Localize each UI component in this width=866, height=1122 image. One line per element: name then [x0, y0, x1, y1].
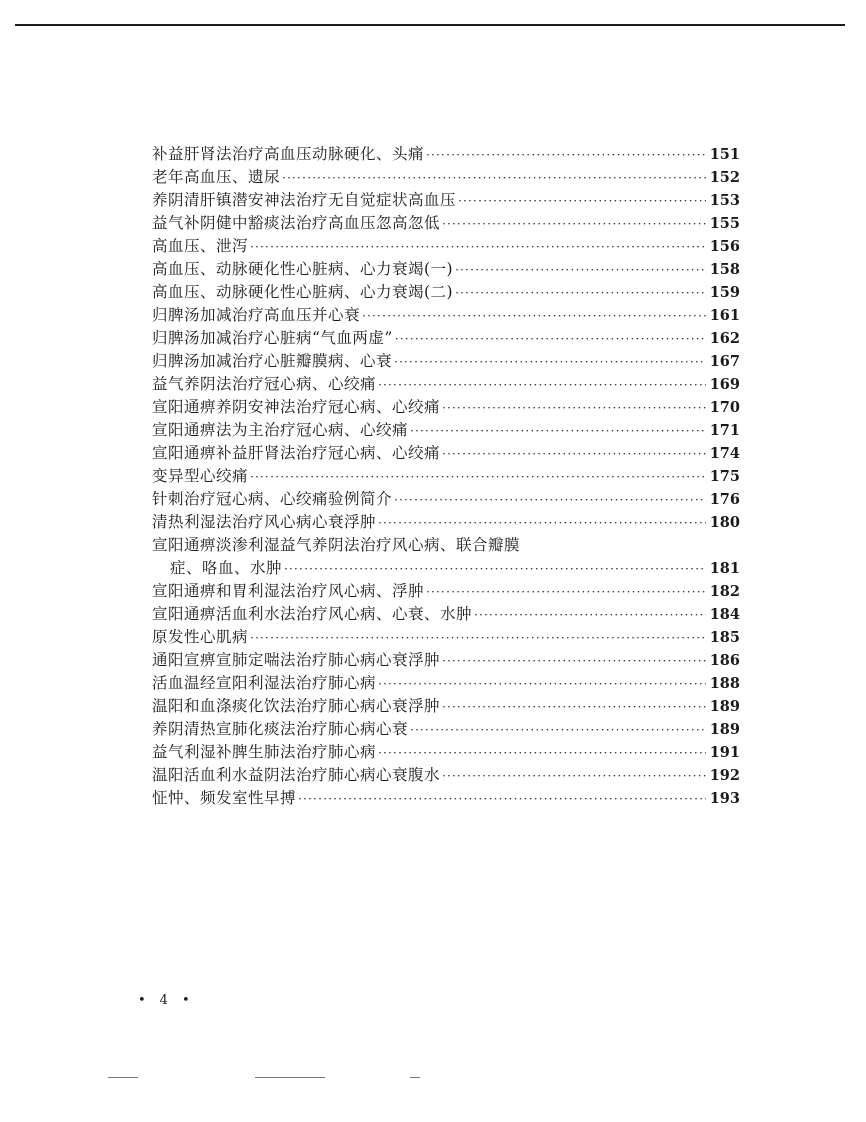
dot-leader: [250, 627, 706, 650]
dot-leader: [410, 719, 706, 742]
toc-entry-continuation: [152, 557, 740, 580]
dot-leader: [442, 650, 706, 673]
dot-leader: [250, 466, 706, 489]
toc-entry-page: 167: [709, 353, 740, 370]
toc-entry-page: 189: [709, 721, 740, 738]
toc-entry-page: 189: [709, 698, 740, 715]
dot-leader: [378, 673, 706, 696]
dot-leader: [394, 489, 706, 512]
toc-entry-title: 归脾汤加减治疗心脏病“气血两虚”: [152, 329, 393, 347]
dot-leader: [474, 604, 706, 627]
dot-leader: [282, 167, 706, 190]
toc-entry-page: 152: [709, 169, 740, 186]
toc-entry-page: 191: [709, 744, 740, 761]
toc-entry-title: 宣阳通痹和胃利湿法治疗风心病、浮肿: [152, 582, 425, 600]
dot-leader: [455, 282, 706, 305]
toc-entry-title: 症、咯血、水肿: [170, 559, 283, 577]
toc-entry-page: 156: [709, 238, 740, 255]
toc-entry-title: 宣阳通痹淡渗利湿益气养阴法治疗风心病、联合瓣膜: [152, 536, 521, 554]
toc-entry: [152, 212, 740, 235]
toc-entry: [152, 488, 740, 511]
bullet-icon: •: [181, 993, 190, 1008]
toc-entry: [152, 166, 740, 189]
toc-entry-title: 益气养阴法治疗冠心病、心绞痛: [152, 375, 377, 393]
dot-leader: [410, 420, 706, 443]
toc-entry: [152, 764, 740, 787]
toc-entry-title: 养阴清肝镇潜安神法治疗无自觉症状高血压: [152, 191, 457, 209]
dot-leader: [442, 443, 706, 466]
toc-entry: [152, 718, 740, 741]
toc-entry: [152, 511, 740, 534]
toc-entry-title: 通阳宣痹宣肺定喘法治疗肺心病心衰浮肿: [152, 651, 441, 669]
header-rule: [15, 24, 845, 26]
toc-entry: [152, 787, 740, 810]
toc-entry-page: 159: [709, 284, 740, 301]
toc-entry-page: 193: [709, 790, 740, 807]
dot-leader: [426, 144, 706, 167]
toc-entry-title: 高血压、泄泻: [152, 237, 249, 255]
toc-entry-page: 185: [709, 629, 740, 646]
toc-entry: [152, 258, 740, 281]
toc-entry-page: 153: [709, 192, 740, 209]
toc-entry-page: 161: [709, 307, 740, 324]
dot-leader: [442, 397, 706, 420]
toc-entry-page: 151: [709, 146, 740, 163]
dot-leader: [442, 213, 706, 236]
toc-entry: [152, 626, 740, 649]
toc-entry-title: 清热利湿法治疗风心病心衰浮肿: [152, 513, 377, 531]
toc-entry-page: 188: [709, 675, 740, 692]
toc-entry-page: 192: [709, 767, 740, 784]
toc-entry: [152, 603, 740, 626]
toc-entry: [152, 442, 740, 465]
dot-leader: [442, 696, 706, 719]
dot-leader: [378, 374, 706, 397]
toc-entry-page: 174: [709, 445, 740, 462]
toc-entry-title: 老年高血压、遗尿: [152, 168, 281, 186]
toc-entry-page: 158: [709, 261, 740, 278]
toc-entry-page: 181: [709, 560, 740, 577]
dot-leader: [455, 259, 706, 282]
toc-entry-page: 175: [709, 468, 740, 485]
toc-entry-title: 活血温经宣阳利湿法治疗肺心病: [152, 674, 377, 692]
toc-entry: [152, 189, 740, 212]
toc-entry: [152, 419, 740, 442]
toc-entry: [152, 373, 740, 396]
toc-entry-title: 养阴清热宣肺化痰法治疗肺心病心衰: [152, 720, 409, 738]
toc-entry-title: 补益肝肾法治疗高血压动脉硬化、头痛: [152, 145, 425, 163]
toc-entry: [152, 350, 740, 373]
dot-leader: [250, 236, 706, 259]
toc-entry-title: 怔忡、频发室性早搏: [152, 789, 297, 807]
toc-entry: [152, 649, 740, 672]
toc-entry-page: 162: [709, 330, 740, 347]
scan-artifact: [108, 1077, 138, 1078]
toc-entry-title: 原发性心肌病: [152, 628, 249, 646]
toc-entry: [152, 327, 740, 350]
table-of-contents: [152, 143, 740, 810]
toc-entry: [152, 465, 740, 488]
dot-leader: [378, 512, 706, 535]
toc-entry-title: 益气补阴健中豁痰法治疗高血压忽高忽低: [152, 214, 441, 232]
toc-entry: [152, 304, 740, 327]
toc-entry-title: 归脾汤加减治疗高血压并心衰: [152, 306, 361, 324]
dot-leader: [378, 742, 706, 765]
toc-entry-page: 155: [709, 215, 740, 232]
dot-leader: [458, 190, 706, 213]
toc-entry-title: 益气利湿补脾生肺法治疗肺心病: [152, 743, 377, 761]
toc-entry-title: 宣阳通痹养阴安神法治疗冠心病、心绞痛: [152, 398, 441, 416]
toc-entry-page: 169: [709, 376, 740, 393]
toc-entry: [152, 672, 740, 695]
toc-entry-title: 变异型心绞痛: [152, 467, 249, 485]
toc-entry-page: 184: [709, 606, 740, 623]
toc-entry-title: 宣阳通痹法为主治疗冠心病、心绞痛: [152, 421, 409, 439]
toc-entry: [152, 741, 740, 764]
dot-leader: [394, 351, 706, 374]
dot-leader: [298, 788, 706, 811]
toc-entry-title: 高血压、动脉硬化性心脏病、心力衰竭(二): [152, 283, 454, 301]
scan-artifact: [255, 1077, 325, 1078]
bullet-icon: •: [138, 993, 146, 1008]
toc-entry: [152, 281, 740, 304]
dot-leader: [426, 581, 706, 604]
toc-entry: [152, 143, 740, 166]
toc-entry-title: 宣阳通痹补益肝肾法治疗冠心病、心绞痛: [152, 444, 441, 462]
toc-entry-page: 171: [709, 422, 740, 439]
toc-entry-title: 针刺治疗冠心病、心绞痛验例简介: [152, 490, 393, 508]
dot-leader: [395, 328, 706, 351]
toc-entry-page: 186: [709, 652, 740, 669]
page-number: 4: [159, 993, 168, 1008]
toc-entry-title: 宣阳通痹活血利水法治疗风心病、心衰、水肿: [152, 605, 473, 623]
toc-entry-title: 温阳和血涤痰化饮法治疗肺心病心衰浮肿: [152, 697, 441, 715]
page-folio: [138, 993, 204, 1008]
toc-entry-page: 170: [709, 399, 740, 416]
toc-entry: [152, 580, 740, 603]
toc-entry-title: 归脾汤加减治疗心脏瓣膜病、心衰: [152, 352, 393, 370]
dot-leader: [362, 305, 706, 328]
toc-entry: [152, 235, 740, 258]
toc-entry-page: 176: [709, 491, 740, 508]
dot-leader: [442, 765, 706, 788]
toc-entry-title: 温阳活血利水益阴法治疗肺心病心衰腹水: [152, 766, 441, 784]
toc-entry-page: 182: [709, 583, 740, 600]
scan-artifact: [410, 1077, 420, 1078]
toc-entry-wrapped-first-line: [152, 534, 740, 557]
toc-entry-title: 高血压、动脉硬化性心脏病、心力衰竭(一): [152, 260, 454, 278]
toc-entry-page: 180: [709, 514, 740, 531]
toc-entry: [152, 695, 740, 718]
dot-leader: [284, 558, 706, 581]
toc-entry: [152, 396, 740, 419]
